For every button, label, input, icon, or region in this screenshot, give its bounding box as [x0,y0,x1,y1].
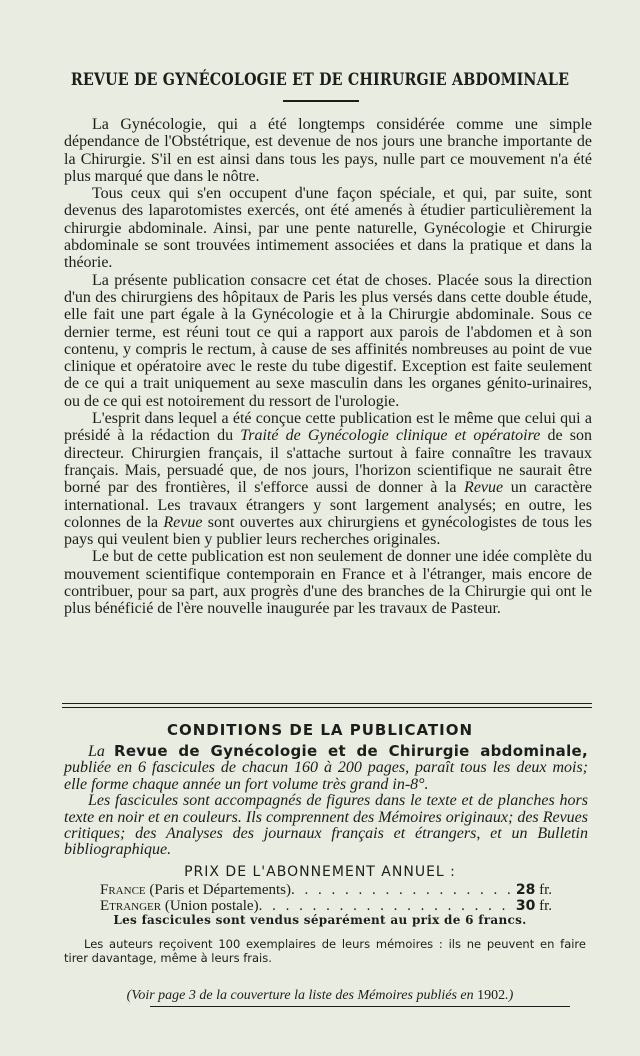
footer-text: Voir page 3 de la couverture la liste des Mémoires publiés en [131,988,474,1003]
revue-name: Revue de Gynécologie et de Chirurgie abdominale, [113,742,589,760]
lead-rest: publiée en 6 fascicules de chacun 160 à 200 pages, paraît tous les deux mois; elle forme chaque année un fort volume très grand in-8°. [64,759,588,793]
france-label: France [100,882,146,898]
p4-text-d: sont ouvertes aux chirurgiens et gynécologistes de tous les pays qui veulent bien y publier leurs recherches originales. [64,513,592,549]
p4-text-b: de son directeur. Chirurgien français, il s'attache surtout à faire connaître les travaux français. Mais, persuadé que, de nos jours, l'horizon scientifique ne saurait être borné par des frontières, il s'efforce aussi de donner à la [64,427,592,497]
section-divider [62,703,592,708]
authors-note [64,937,586,965]
intro-text [64,116,592,618]
intro-paragraph-4 [64,410,592,548]
p4-text-a: L'esprit dans lequel a été conçue cette publication est le même que celui qui a présidé à la rédaction du [64,410,592,445]
page-title: REVUE DE GYNÉCOLOGIE ET DE CHIRURGIE ABDOMINALE [70,70,570,90]
conditions-heading: CONDITIONS DE LA PUBLICATION [166,721,474,739]
footer-rule [150,1006,570,1007]
intro-paragraph-5: Le but de cette publication est non seulement de donner une idée complète du mouvement scientifique contemporain en France et à l'étranger, mais encore de contribuer, pour sa part, aux progrès d'une des branches de la Chirurgie qui ont le plus bénéficié de l'ère nouvelle inaugurée par les travaux de Pasteur. [64,548,592,618]
france-label-group [100,882,291,899]
etranger-label: Etranger [100,898,162,914]
footer-year: 1902 [477,988,506,1003]
revue-ref-1: Revue [464,479,504,497]
authors-note-text: Les auteurs reçoivent 100 exemplaires de leurs mémoires : ils ne peuvent en faire tirer davantage, même à leurs frais. [64,937,586,965]
currency-unit: fr. [535,898,552,914]
currency-unit: fr. [535,882,552,898]
france-price: 28 [515,882,536,898]
title-rule [283,100,359,102]
p4-text-c: un caractère international. Les travaux étrangers y sont largement analysés; en outre, les colonnes de la [64,479,592,531]
conditions-details: Les fascicules sont accompagnés de figures dans le texte et de planches hors texte en noir et en couleurs. Ils comprennent des Mémoires originaux; des Revues critiques; des Analyses des journaux français et étrangers, et un Bulletin bibliographique. [64,792,588,859]
etranger-detail: (Union postale) [161,898,259,914]
leader-dots [291,882,516,899]
conditions-body [64,743,588,859]
price-row-france [100,882,552,899]
revue-ref-2: Revue [163,513,203,531]
france-price-group [516,882,552,899]
lead-article: La [88,743,105,760]
footer-note: (Voir page 3 de la couverture la liste des Mémoires publiés en 1902.) [126,988,514,1003]
france-detail: (Paris et Départements) [145,882,291,898]
intro-paragraph-2: Tous ceux qui s'en occupent d'une façon spéciale, et qui, par suite, sont devenus des laparotomistes exercés, ont été amenés à étudier particulièrement la chirurgie abdominale. Ainsi, par une pente naturelle, Gynécologie et Chirurgie abdominale se sont trouvées intimement associées et dans la pratique et dans la théorie. [64,185,592,272]
conditions-lead [64,743,588,793]
etranger-price: 30 [515,898,536,914]
single-issue-notice: Les fascicules sont vendus séparément au prix de 6 francs. [113,913,527,927]
intro-paragraph-3: La présente publication consacre cet état de choses. Placée sous la direction d'un des chirurgiens des hôpitaux de Paris les plus versés dans cette double étude, elle fait une part égale à la Gynécologie et à la Chirurgie abdominale. Sous ce dernier terme, est réuni tout ce qui a rapport aux parois de l'abdomen et à son contenu, y compris le rectum, à cause de ses affinités nombreuses au point de vue clinique et opératoire avec le reste du tube digestif. Exception est faite seulement de ce qui a trait uniquement au sexe masculin dans les organes génito-urinaires, ou de ce qui est notoirement du ressort de l'urologie. [64,271,592,410]
intro-paragraph-1: La Gynécologie, qui a été longtemps considérée comme une simple dépendance de l'Obstétrique, est devenue de nos jours une branche importante de la Chirurgie. S'il en est ainsi dans tous les pays, nulle part ce mouvement n'a été plus marqué que dans le nôtre. [64,116,592,185]
treatise-title: Traité de Gynécologie clinique et opératoire [240,427,541,445]
subscription-heading: PRIX DE L'ABONNEMENT ANNUEL : [184,864,456,880]
